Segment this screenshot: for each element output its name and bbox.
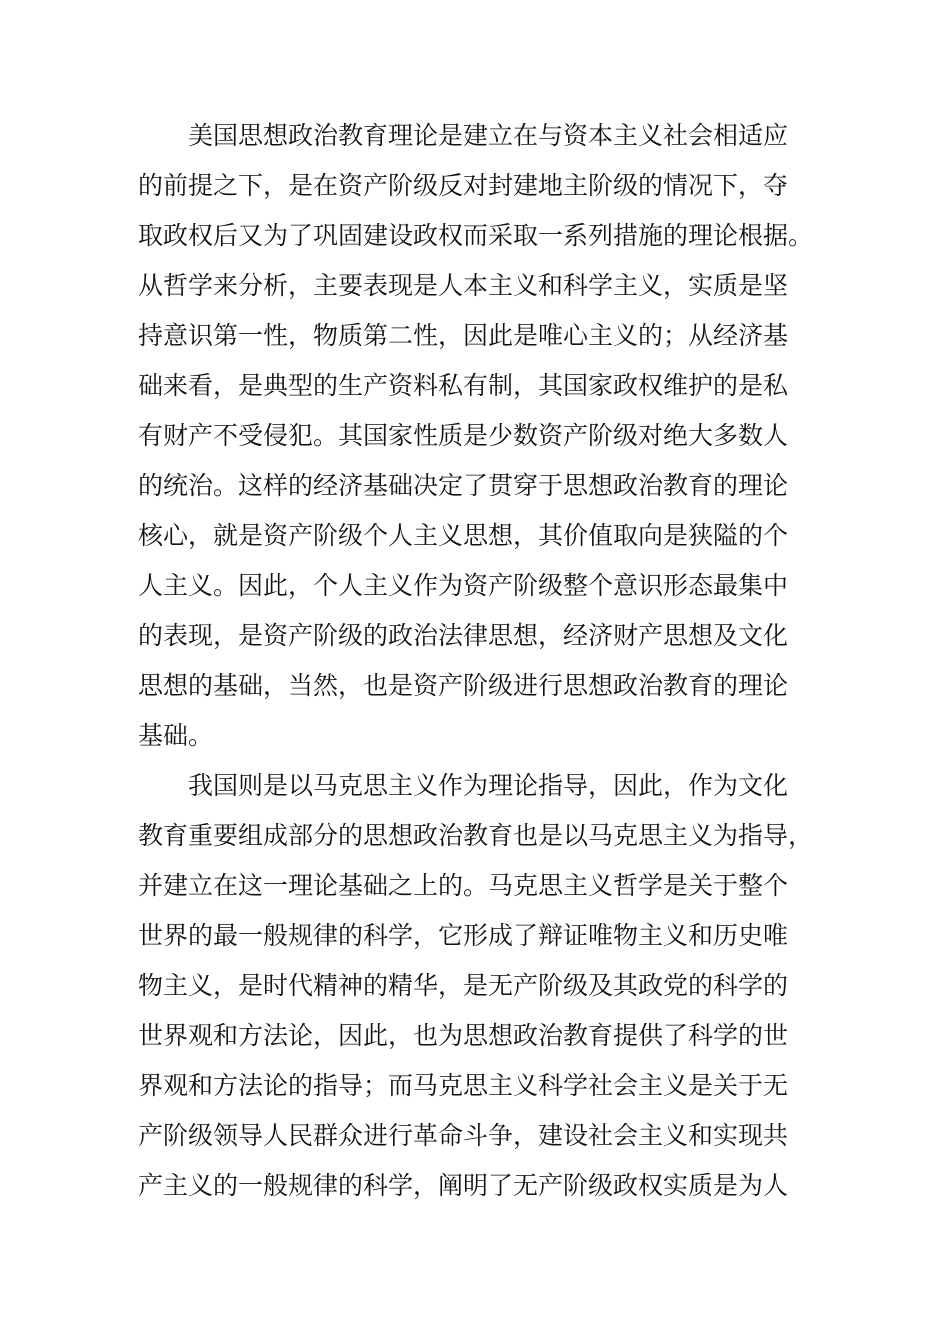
- paragraph-1-line-9: 核心，就是资产阶级个人主义思想，其价值取向是狭隘的个: [138, 521, 789, 550]
- paragraph-2-line-4: 世界的最一般规律的科学，它形成了辩证唯物主义和历史唯: [138, 921, 789, 950]
- paragraph-1-line-6: 础来看，是典型的生产资料私有制，其国家政权维护的是私: [138, 371, 789, 400]
- paragraph-2-line-5: 物主义，是时代精神的精华，是无产阶级及其政党的科学的: [138, 971, 789, 1000]
- paragraph-1-line-12: 思想的基础，当然，也是资产阶级进行思想政治教育的理论: [138, 671, 789, 700]
- paragraph-1-line-1: 美国思想政治教育理论是建立在与资本主义社会相适应: [188, 121, 789, 150]
- paragraph-1-line-2: 的前提之下，是在资产阶级反对封建地主阶级的情况下，夺: [138, 171, 789, 200]
- paragraph-2-line-2: 教育重要组成部分的思想政治教育也是以马克思主义为指导，: [138, 821, 814, 850]
- paragraph-1-line-13: 基础。: [138, 721, 214, 750]
- paragraph-1-line-7: 有财产不受侵犯。其国家性质是少数资产阶级对绝大多数人: [138, 421, 789, 450]
- paragraph-2-line-7: 界观和方法论的指导；而马克思主义科学社会主义是关于无: [138, 1071, 789, 1100]
- paragraph-2-line-6: 世界观和方法论，因此，也为思想政治教育提供了科学的世: [138, 1021, 789, 1050]
- paragraph-1-line-10: 人主义。因此，个人主义作为资产阶级整个意识形态最集中: [138, 571, 789, 600]
- paragraph-1-line-3: 取政权后又为了巩固建设政权而采取一系列措施的理论根据。: [138, 221, 814, 250]
- paragraph-1-line-11: 的表现，是资产阶级的政治法律思想，经济财产思想及文化: [138, 621, 789, 650]
- paragraph-1-line-8: 的统治。这样的经济基础决定了贯穿于思想政治教育的理论: [138, 471, 789, 500]
- paragraph-2-line-8: 产阶级领导人民群众进行革命斗争，建设社会主义和实现共: [138, 1121, 789, 1150]
- paragraph-2-line-9: 产主义的一般规律的科学，阐明了无产阶级政权实质是为人: [138, 1171, 789, 1200]
- paragraph-2-line-1: 我国则是以马克思主义作为理论指导，因此，作为文化: [188, 771, 789, 800]
- paragraph-2-line-3: 并建立在这一理论基础之上的。马克思主义哲学是关于整个: [138, 871, 789, 900]
- paragraph-1-line-5: 持意识第一性，物质第二性，因此是唯心主义的；从经济基: [138, 321, 789, 350]
- paragraph-1-line-4: 从哲学来分析，主要表现是人本主义和科学主义，实质是坚: [138, 271, 789, 300]
